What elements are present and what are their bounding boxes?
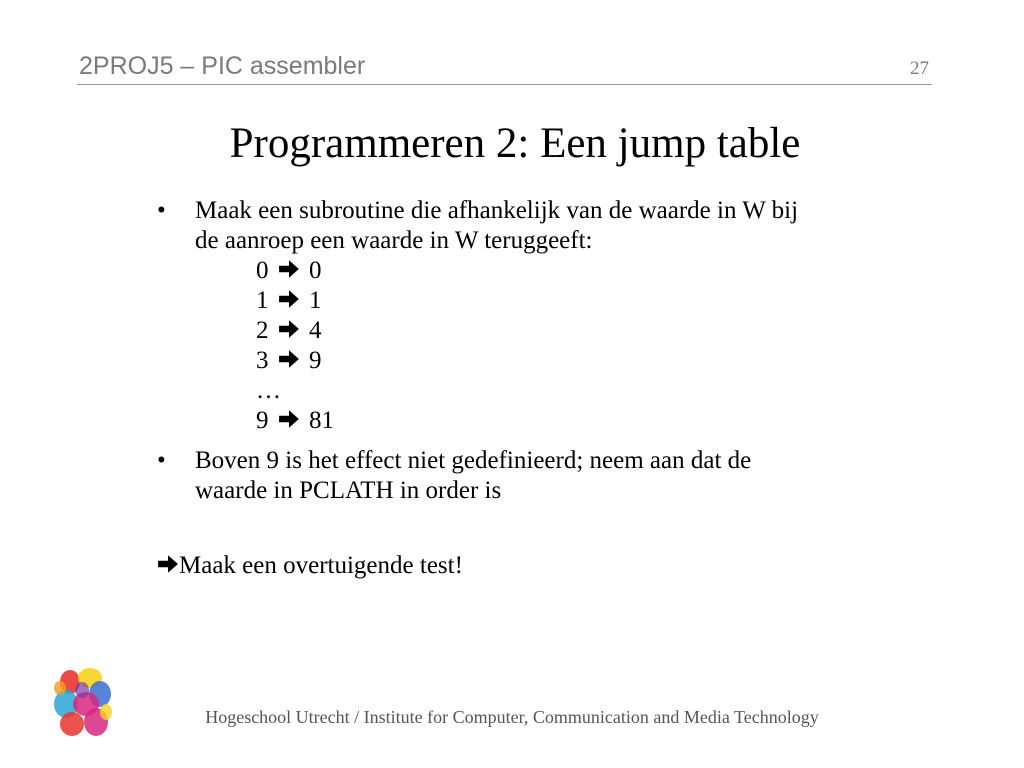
mapping-output: 4 (309, 317, 322, 344)
right-arrow-icon (278, 258, 300, 280)
mapping-input: 9 (256, 407, 269, 434)
bullet-marker: • (157, 447, 166, 474)
footer-text: Hogeschool Utrecht / Institute for Computer, Communication and Media Technology (205, 707, 819, 727)
mapping-output: 81 (309, 407, 334, 434)
mapping-row (256, 317, 322, 345)
mapping-ellipsis: … (256, 377, 281, 404)
bullet-marker: • (157, 197, 166, 224)
mapping-output: 1 (309, 287, 322, 314)
mapping-input: 1 (256, 287, 269, 314)
page-number: 27 (910, 58, 929, 79)
header-divider (77, 84, 932, 85)
bullet-1-line-1: Maak een subroutine die afhankelijk van de waarde in W bij (195, 197, 799, 224)
mapping-row (256, 347, 322, 375)
right-arrow-icon (157, 553, 179, 575)
bullet-2-line-1: Boven 9 is het effect niet gedefinieerd; neem aan dat de (195, 447, 752, 474)
bullet-1-line-2: de aanroep een waarde in W teruggeeft: (195, 227, 593, 254)
bullet-2-line-2: waarde in PCLATH in order is (195, 477, 502, 504)
mapping-output: 0 (309, 257, 322, 284)
mapping-output: 9 (309, 347, 322, 374)
mapping-input: 0 (256, 257, 269, 284)
right-arrow-icon (278, 288, 300, 310)
right-arrow-icon (278, 318, 300, 340)
right-arrow-icon (278, 408, 300, 430)
hu-logo (48, 664, 120, 744)
right-arrow-icon (278, 348, 300, 370)
mapping-input: 2 (256, 317, 269, 344)
conclusion (157, 552, 463, 580)
mapping-row (256, 407, 334, 435)
mapping-row (256, 257, 322, 285)
mapping-row (256, 287, 322, 315)
mapping-input: 3 (256, 347, 269, 374)
conclusion-text: Maak een overtuigende test! (179, 552, 463, 579)
header-title: 2PROJ5 – PIC assembler (79, 52, 366, 80)
slide-title: Programmeren 2: Een jump table (229, 120, 801, 167)
